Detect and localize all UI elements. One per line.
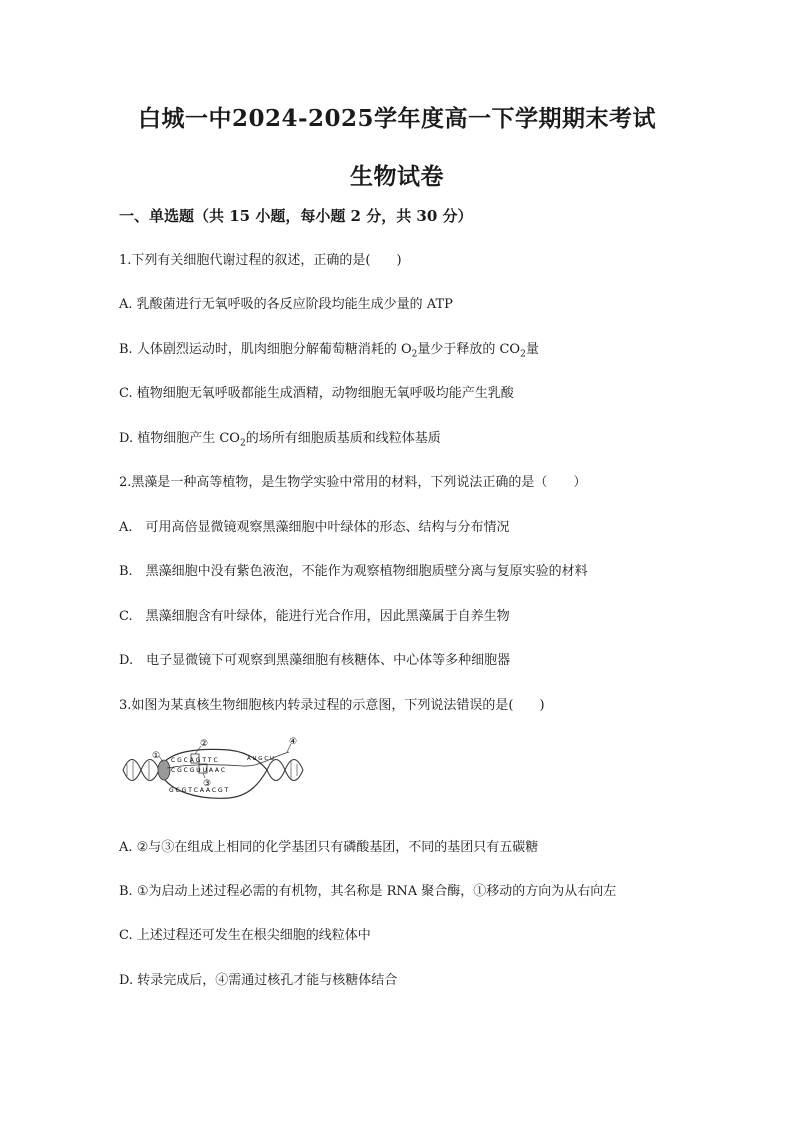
question-3-stem: 3.如图为某真核生物细胞核内转录过程的示意图，下列说法错误的是( )	[119, 698, 545, 713]
question-2-option-d: D. 电子显微镜下可观察到黑藻细胞有核糖体、中心体等多种细胞器	[119, 653, 511, 668]
marker-4: ④	[289, 737, 298, 747]
question-2-option-b: B. 黑藻细胞中没有紫色液泡，不能作为观察植物细胞质壁分离与复原实验的材料	[119, 564, 588, 579]
question-1-option-d: D. 植物细胞产生 $CO_2$的场所有细胞质基质和线粒体基质	[119, 431, 441, 449]
rna-polymerase	[158, 760, 170, 780]
question-1-option-c: C. 植物细胞无氧呼吸都能生成酒精，动物细胞无氧呼吸均能产生乳酸	[119, 386, 514, 401]
rna-tail-letters: A U G C U	[247, 756, 274, 762]
marker-2: ②	[200, 739, 209, 749]
rna-strand-letters: C G C G U U A A C	[171, 767, 226, 774]
question-3-option-b: B. ①为启动上述过程必需的有机物，其名称是 RNA 聚合酶，①移动的方向为从右向左	[119, 884, 617, 899]
question-3-option-a: A. ②与③在组成上相同的化学基团只有磷酸基团，不同的基团只有五碳糖	[119, 840, 539, 855]
question-3-option-c: C. 上述过程还可发生在根尖细胞的线粒体中	[119, 928, 371, 943]
question-1-option-b: B. 人体剧烈运动时，肌肉细胞分解葡萄糖消耗的 $O_2$量少于释放的 $CO_2$量	[119, 342, 539, 360]
question-2-option-c: C. 黑藻细胞含有叶绿体，能进行光合作用，因此黑藻属于自养生物	[119, 609, 510, 624]
marker-3: ③	[203, 779, 212, 789]
question-1-stem: 1.下列有关细胞代谢过程的叙述，正确的是( )	[119, 253, 402, 268]
page-title: 白城一中2024-2025学年度高一下学期期末考试	[137, 105, 657, 132]
question-3-option-d: D. 转录完成后，④需通过核孔才能与核糖体结合	[119, 973, 398, 988]
marker-1: ①	[152, 751, 161, 761]
question-2-option-a: A. 可用高倍显微镜观察黑藻细胞中叶绿体的形态、结构与分布情况	[119, 520, 510, 535]
bottom-strand-letters: G C G T C A A C G T	[169, 787, 229, 794]
section-heading: 一、单选题（共 15 小题，每小题 2 分，共 30 分）	[119, 207, 473, 225]
page-subtitle: 生物试卷	[350, 163, 444, 190]
question-1-option-a: A. 乳酸菌进行无氧呼吸的各反应阶段均能生成少量的 ATP	[119, 297, 453, 312]
question-2-stem: 2.黑藻是一种高等植物，是生物学实验中常用的材料，下列说法正确的是（ ）	[119, 475, 587, 490]
transcription-diagram	[119, 734, 309, 806]
top-strand-letters: C G C A G T T C	[171, 757, 218, 764]
